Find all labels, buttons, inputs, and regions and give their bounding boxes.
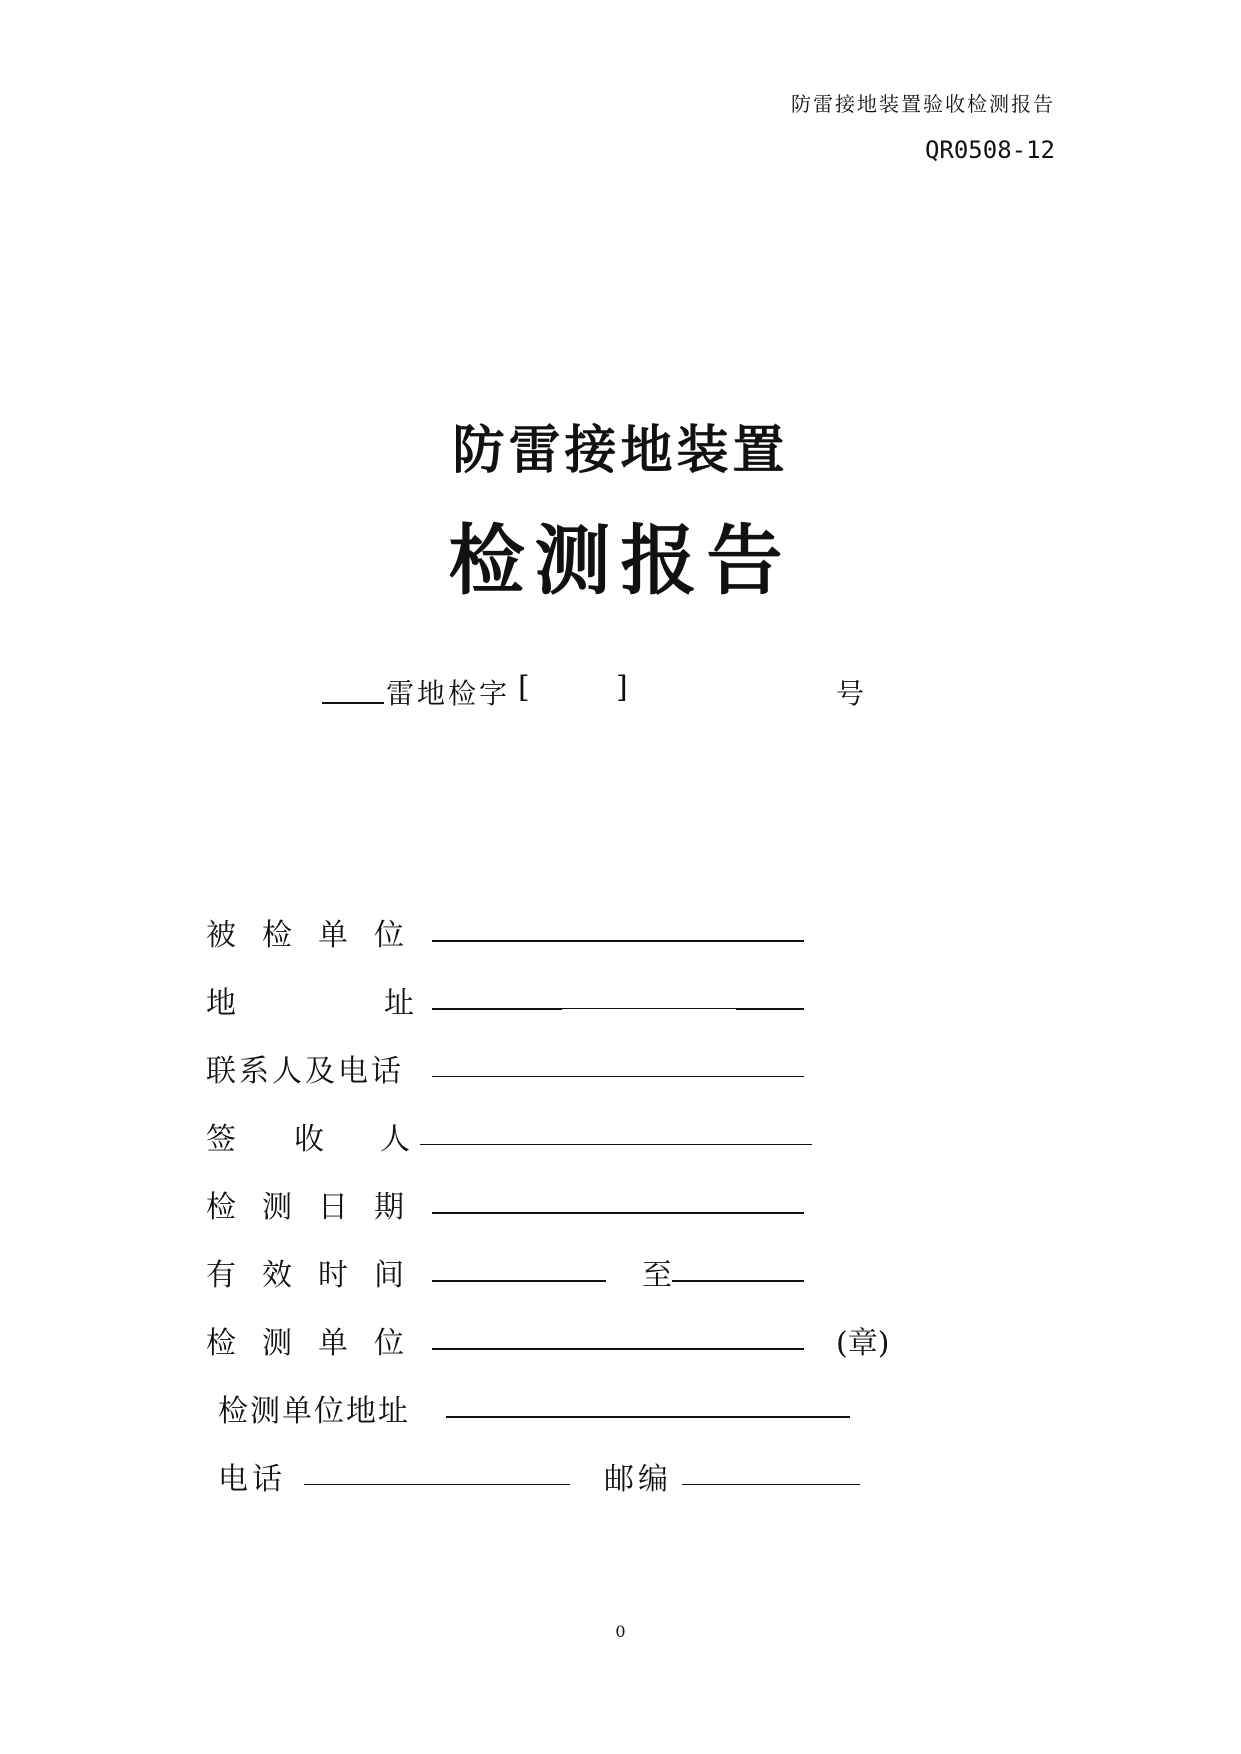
receiver-label-char3: 人	[380, 1122, 410, 1157]
contact-label: 联系人及电话	[206, 1054, 404, 1089]
phone-field[interactable]	[304, 1484, 570, 1485]
address-field-part1[interactable]	[432, 1008, 562, 1010]
report-number-prefix-blank[interactable]	[322, 702, 384, 704]
testing-unit-label: 检测单位	[206, 1326, 430, 1361]
inspected-unit-label: 被检单位	[206, 918, 430, 953]
testing-unit-address-label: 检测单位地址	[218, 1394, 410, 1429]
main-title-line2: 检测报告	[448, 516, 793, 605]
header-document-code: QR0508-12	[924, 136, 1055, 164]
validity-label: 有效时间	[206, 1258, 430, 1293]
postcode-field[interactable]	[682, 1484, 860, 1485]
report-number-bracket-open: [	[518, 670, 530, 705]
address-label-left: 地	[206, 986, 236, 1021]
receiver-label-char2: 收	[294, 1122, 324, 1157]
contact-field[interactable]	[432, 1076, 804, 1077]
address-field-part3[interactable]	[736, 1008, 804, 1010]
header-document-title: 防雷接地装置验收检测报告	[791, 92, 1055, 116]
validity-end-field[interactable]	[672, 1280, 804, 1282]
receiver-label-char1: 签	[206, 1122, 236, 1157]
receiver-field[interactable]	[420, 1144, 812, 1145]
seal-note: (章)	[836, 1326, 890, 1361]
report-number-bracket-close: ]	[616, 670, 628, 705]
testing-unit-address-field[interactable]	[446, 1416, 850, 1418]
validity-start-field[interactable]	[432, 1280, 606, 1282]
test-date-field[interactable]	[432, 1212, 804, 1214]
report-number-text: 雷地检字	[386, 677, 511, 710]
testing-unit-field[interactable]	[432, 1348, 804, 1350]
address-field-part2[interactable]	[562, 1008, 736, 1009]
report-number-suffix: 号	[836, 677, 865, 710]
postcode-label: 邮编	[604, 1462, 672, 1497]
inspected-unit-field[interactable]	[432, 940, 804, 942]
validity-to-label: 至	[642, 1258, 672, 1293]
test-date-label: 检测日期	[206, 1190, 430, 1225]
page-number: 0	[615, 1622, 626, 1641]
address-label-right: 址	[384, 986, 414, 1021]
main-title-line1: 防雷接地装置	[452, 420, 789, 481]
phone-label: 电话	[218, 1462, 286, 1497]
